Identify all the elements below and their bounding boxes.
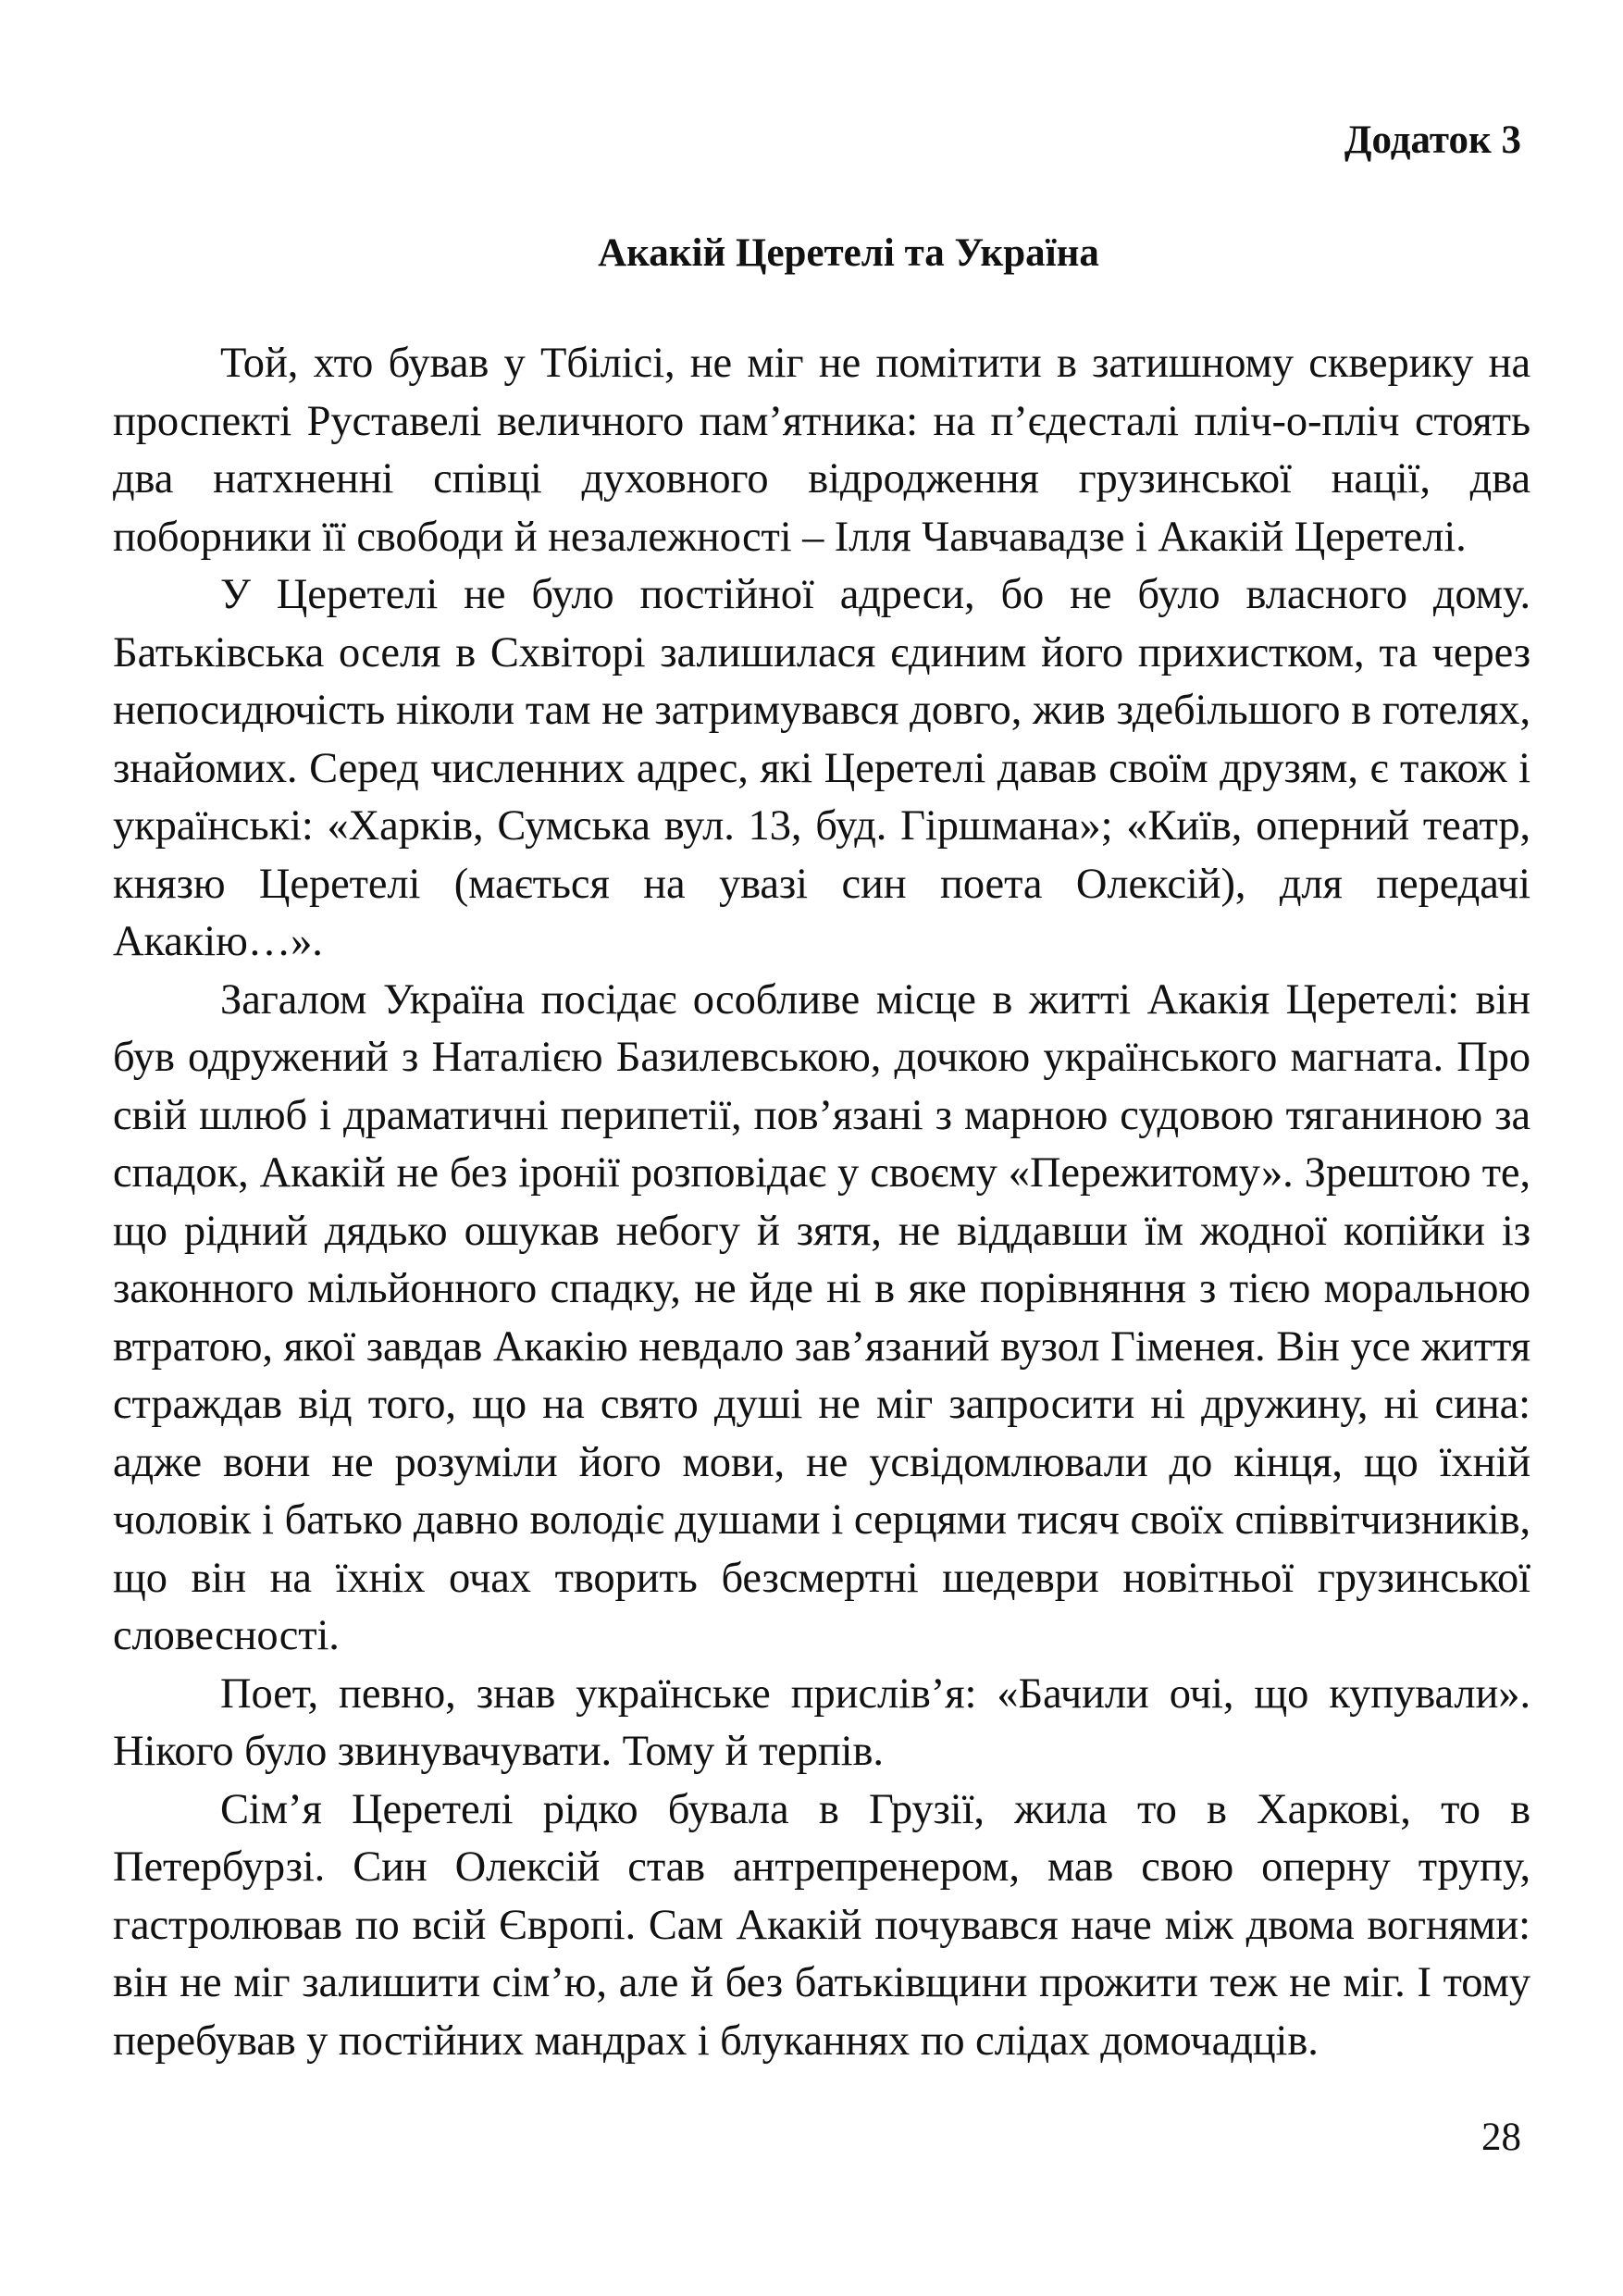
appendix-label: Додаток 3 [1344, 118, 1521, 162]
body-text [113, 335, 1530, 2070]
paragraph-1: Той, хто бував у Тбілісі, не міг не помітити в затишному скверику на проспекті Руставелі величного пам’ятника: на п’єдесталі пліч-о-пліч стоять два натхненні співці духовного відродження грузинської нації, два поборники її свободи й незалежності – Ілля Чавчавадзе і Акакій Церетелі. [113, 340, 1530, 561]
paragraph-4: Поет, певно, знав українське прислів’я: «Бачили очі, що купували». Нікого було звинувачувати. Тому й терпів. [113, 1669, 1530, 1775]
page-number: 28 [1481, 2116, 1521, 2159]
paragraph-3: Загалом Україна посідає особливе місце в житті Акакія Церетелі: він був одружений з Наталією Базилевською, дочкою українського магната. Про свій шлюб і драматичні перипетії, пов’язані з марною судовою тяганиною за спадок, Акакій не без іронії розповідає у своєму «Пережитому». Зрештою те, що рідний дядько ошукав небогу й зятя, не віддавши їм жодної копійки із законного мільйонного спадку, не йде ні в яке порівняння з тією моральною втратою, якої завдав Акакію невдало зав’язаний вузол Гіменея. Він усе життя страждав від того, що на свято душі не міг запросити ні дружину, ні сина: адже вони не розуміли його мови, не усвідомлювали до кінця, що їхній чоловік і батько давно володіє душами і серцями тисяч своїх співвітчизників, що він на їхніх очах творить безсмертні шедеври новітньої грузинської словесності. [113, 975, 1530, 1659]
paragraph-2: У Церетелі не було постійної адреси, бо не було власного дому. Батьківська оселя в Схвіторі залишилася єдиним його прихистком, та через непосидючість ніколи там не затримувався довго, жив здебільшого в готелях, знайомих. Серед численних адрес, які Церетелі давав своїм друзям, є також і українські: «Харків, Сумська вул. 13, буд. Гіршмана»; «Київ, оперний театр, князю Церетелі (мається на увазі син поета Олексій), для передачі Акакію…». [113, 571, 1530, 965]
paragraph-5: Сім’я Церетелі рідко бувала в Грузії, жила то в Харкові, то в Петербурзі. Син Олексій став антрепренером, мав свою оперну трупу, гастролював по всій Європі. Сам Акакій почувався наче між двома вогнями: він не міг залишити сім’ю, але й без батьківщини прожити теж не міг. І тому перебував у постійних мандрах і блуканнях по слідах домочадців. [113, 1785, 1530, 2065]
page-title: Акакій Церетелі та Україна [598, 231, 1099, 275]
